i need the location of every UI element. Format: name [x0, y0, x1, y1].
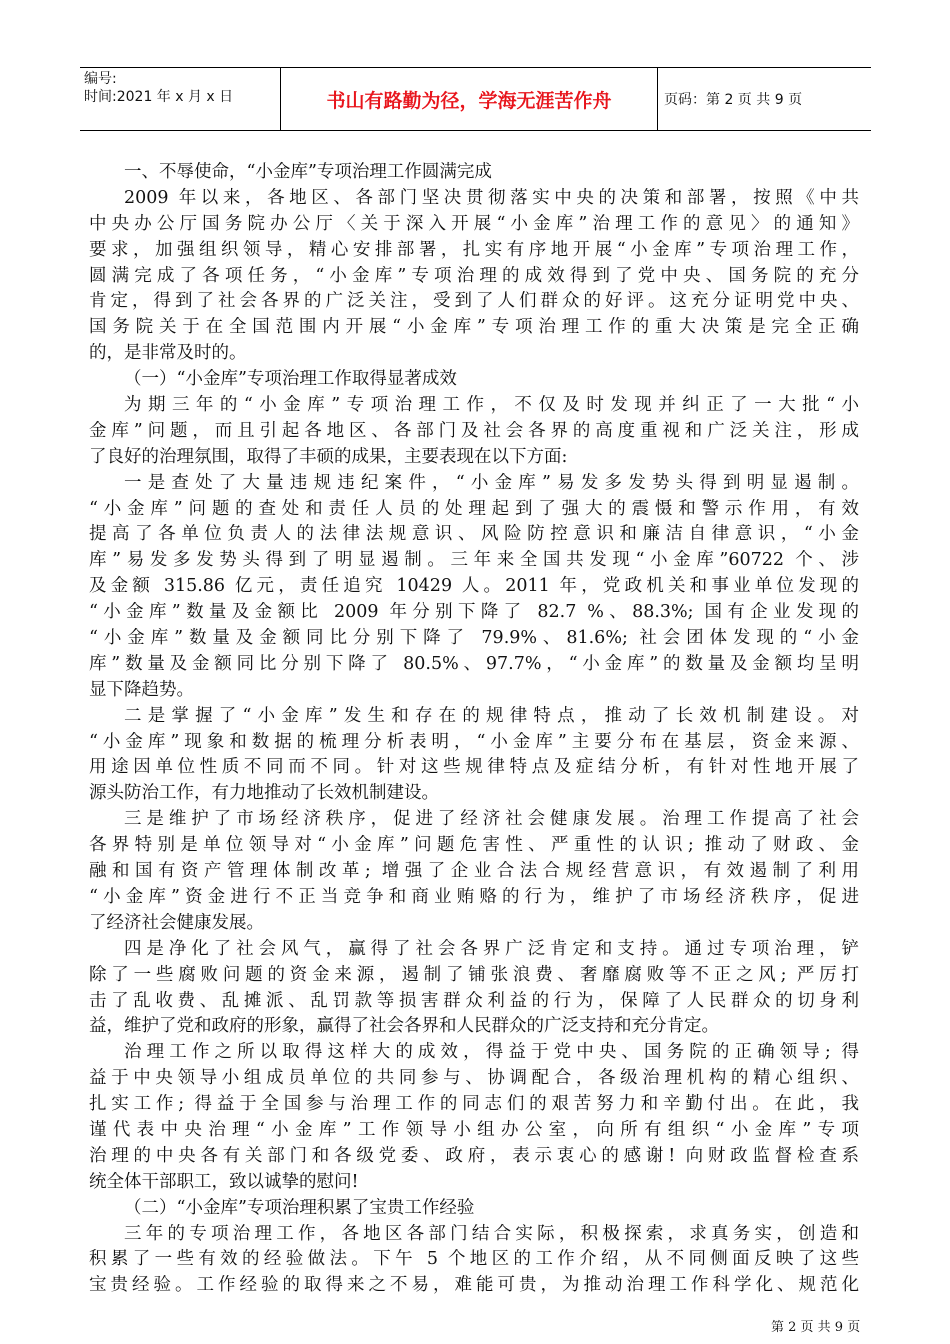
text-line: 治理工作之所以取得这样大的成效，得益于党中央、国务院的正确领导; 得	[124, 1042, 859, 1063]
text-line: 圆满完成了各项任务，“小金库”专项治理的成效得到了党中央、国务院的充分	[89, 265, 859, 286]
text-line: （二）“小金库”专项治理积累了宝贵工作经验	[124, 1197, 475, 1218]
text-line: 一、不辱使命，“小金库”专项治理工作圆满完成	[124, 162, 492, 182]
text-line: 肯定，得到了社会各界的广泛关注，受到了人们群众的好评。这充分证明党中央、	[89, 291, 859, 312]
header-slogan: 书山有路勤为径，学海无涯苦作舟	[281, 68, 658, 130]
text-line: 为期三年的“小金库”专项治理工作，不仅及时发现并纠正了一大批“小	[124, 395, 859, 416]
text-line: 三是维护了市场经济秩序，促进了经济社会健康发展。治理工作提高了社会	[124, 809, 859, 830]
text-line: 中央办公厅国务院办公厅〈关于深入开展“小金库”治理工作的意见〉的通知》	[89, 213, 859, 234]
text-line: 国务院关于在全国范围内开展“小金库”专项治理工作的重大决策是完全正确	[89, 317, 859, 338]
text-line: 要求，加强组织领导，精心安排部署，扎实有序地开展“小金库”专项治理工作，	[89, 239, 859, 260]
text-line: 融和国有资产管理体制改革; 增强了企业合法合规经营意识，有效遏制了利用	[89, 861, 859, 882]
text-line: 金库”问题，而且引起各地区、各部门及社会各界的高度重视和广泛关注，形成	[89, 420, 859, 441]
document-body	[89, 160, 859, 1299]
text-line: （一）“小金库”专项治理工作取得显著成效	[124, 369, 457, 390]
text-line: 统全体干部职工，致以诚挚的慰问!	[89, 1171, 359, 1192]
text-line: 的，是非常及时的。	[89, 343, 247, 364]
text-line: 库”易发多发势头得到了明显遏制。三年来全国共发现“小金库”60722 个、涉	[89, 550, 859, 571]
text-line: 显下降趋势。	[89, 679, 194, 700]
document-number-label: 编号:	[84, 71, 117, 87]
text-line: 四是净化了社会风气，赢得了社会各界广泛肯定和支持。通过专项治理，铲	[124, 938, 859, 959]
text-line: “小金库”数量及金额比 2009 年分别下降了 82.7 %、88.3%; 国有企业发现的	[89, 602, 859, 623]
text-line: 积累了一些有效的经验做法。下午 5 个地区的工作介绍，从不同侧面反映了这些	[89, 1249, 859, 1270]
page-footer: 第 2 页 共 9 页	[771, 1320, 861, 1335]
text-line: 一是查处了大量违规违纪案件，“小金库”易发多发势头得到明显遏制。	[124, 472, 859, 493]
text-line: 二是掌握了“小金库”发生和存在的规律特点，推动了长效机制建设。对	[124, 705, 859, 726]
text-line: 了良好的治理氛围，取得了丰硕的成果，主要表现在以下方面:	[89, 446, 568, 467]
text-line: 用途因单位性质不同而不同。针对这些规律特点及症结分析，有针对性地开展了	[89, 757, 859, 778]
text-line: 除了一些腐败问题的资金来源，遏制了铺张浪费、奢靡腐败等不正之风; 严厉打	[89, 964, 859, 985]
text-line: 了经济社会健康发展。	[89, 912, 264, 933]
text-line: “小金库”资金进行不正当竞争和商业贿赂的行为，维护了市场经济秩序，促进	[89, 886, 859, 907]
text-line: 益，维护了党和政府的形象，赢得了社会各界和人民群众的广泛支持和充分肯定。	[89, 1016, 719, 1037]
text-line: 三年的专项治理工作，各地区各部门结合实际，积极探索，求真务实，创造和	[124, 1223, 859, 1244]
text-line: 各界特别是单位领导对“小金库”问题危害性、严重性的认识; 推动了财政、金	[89, 835, 859, 856]
text-line: 源头防治工作，有力地推动了长效机制建设。	[89, 783, 439, 804]
header-page-number: 页码：第 2 页 共 9 页	[664, 92, 803, 108]
text-line: “小金库”数量及金额同比分别下降了 79.9%、81.6%; 社会团体发现的“小金	[89, 628, 859, 649]
text-line: “小金库”现象和数据的梳理分析表明，“小金库”主要分布在基层，资金来源、	[89, 731, 859, 752]
text-line: 提高了各单位负责人的法律法规意识、风险防控意识和廉洁自律意识，“小金	[89, 524, 859, 545]
document-time-label: 时间:2021 年 x 月 x 日	[84, 89, 234, 105]
text-line: 扎实工作; 得益于全国参与治理工作的同志们的艰苦努力和辛勤付出。在此，我	[89, 1094, 859, 1115]
page-header	[80, 67, 871, 131]
text-line: 库”数量及金额同比分别下降了 80.5%、97.7%，“小金库”的数量及金额均呈明	[89, 653, 859, 674]
text-line: 2009 年以来，各地区、各部门坚决贯彻落实中央的决策和部署，按照《中共	[124, 187, 859, 208]
text-line: “小金库”问题的查处和责任人员的处理起到了强大的震慑和警示作用，有效	[89, 498, 859, 519]
header-meta-cell	[80, 68, 281, 130]
text-line: 击了乱收费、乱摊派、乱罚款等损害群众利益的行为，保障了人民群众的切身利	[89, 990, 859, 1011]
text-line: 宝贵经验。工作经验的取得来之不易，难能可贵，为推动治理工作科学化、规范化	[89, 1275, 859, 1296]
text-line: 谨代表中央治理“小金库”工作领导小组办公室，向所有组织“小金库”专项	[89, 1119, 859, 1140]
text-line: 益于中央领导小组成员单位的共同参与、协调配合，各级治理机构的精心组织、	[89, 1068, 859, 1089]
text-line: 及金额 315.86 亿元，责任追究 10429 人。2011 年，党政机关和事业单位发现的	[89, 576, 859, 597]
text-line: 治理的中央各有关部门和各级党委、政府，表示衷心的感谢! 向财政监督检查系	[89, 1145, 859, 1166]
